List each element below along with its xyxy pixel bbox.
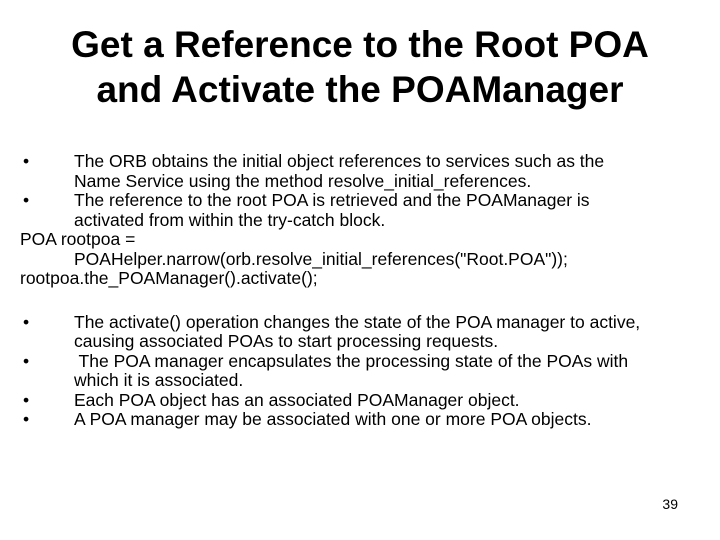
- code-line-1: POA rootpoa =: [20, 229, 136, 249]
- bullet-text-line-2: Name Service using the method resolve_initial_references.: [74, 170, 532, 191]
- bullet-item: [20, 313, 710, 352]
- bullet-text-line-1: The reference to the root POA is retrieved and the POAManager is: [74, 190, 590, 210]
- slide-title: [0, 22, 720, 112]
- code-line-3: rootpoa.the_POAManager().activate();: [20, 268, 318, 288]
- bullet-icon: •: [23, 409, 30, 429]
- bullet-icon: •: [23, 151, 30, 171]
- bullet-item: [20, 152, 710, 191]
- spacer: [20, 289, 710, 313]
- title-line-1: Get a Reference to the Root POA: [71, 24, 649, 65]
- bullet-text-line-2: causing associated POAs to start processing requests.: [74, 331, 499, 351]
- bullet-icon: •: [23, 311, 30, 332]
- title-line-2: and Activate the POAManager: [96, 69, 624, 110]
- bullet-item: [20, 410, 710, 430]
- code-line-2: POAHelper.narrow(orb.resolve_initial_references("Root.POA"));: [74, 248, 568, 269]
- bullet-text-line-1: The activate() operation changes the state of the POA manager to active,: [74, 311, 641, 332]
- page-number: 39: [662, 496, 678, 512]
- slide-body: [20, 152, 710, 430]
- bullet-item: [20, 391, 710, 411]
- bullet-icon: •: [23, 350, 30, 371]
- bullet-icon: •: [23, 190, 30, 210]
- bullet-text-line-1: Each POA object has an associated POAManager object.: [74, 389, 520, 410]
- bullet-text-line-2: which it is associated.: [74, 370, 244, 390]
- bullet-item: [20, 191, 710, 230]
- bullet-text-line-1: The POA manager encapsulates the processing state of the POAs with: [74, 350, 629, 371]
- bullet-text-line-1: The ORB obtains the initial object references to services such as the: [74, 151, 605, 171]
- bullet-item: [20, 352, 710, 391]
- bullet-text-line-1: A POA manager may be associated with one or more POA objects.: [74, 409, 592, 429]
- bullet-text-line-2: activated from within the try-catch block.: [74, 209, 386, 230]
- bullet-icon: •: [23, 389, 30, 410]
